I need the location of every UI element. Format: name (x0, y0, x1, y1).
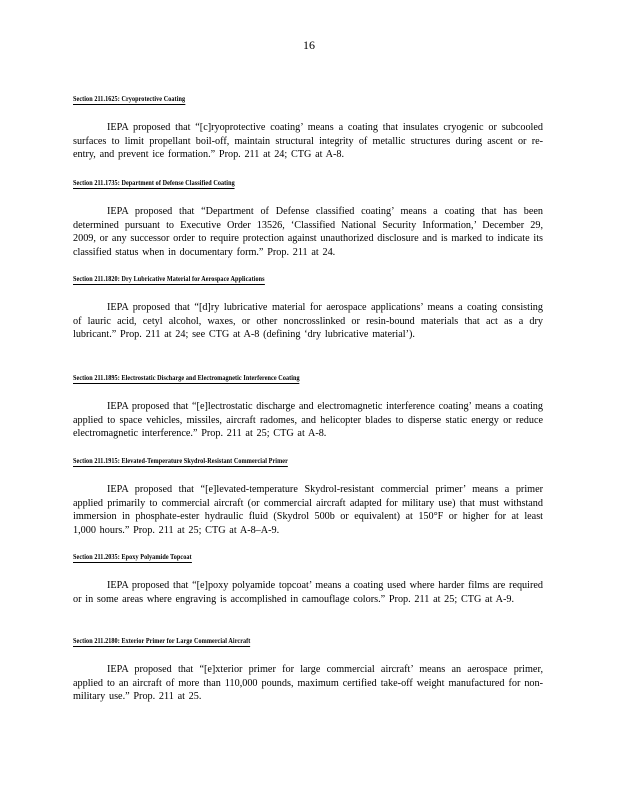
section-heading: Section 211.2035: Epoxy Polyamide Topcoat (73, 552, 192, 561)
section-211-1915 (73, 450, 543, 537)
section-heading: Section 211.1895: Electrostatic Discharge and Electromagnetic Interference Coating (73, 373, 300, 382)
section-heading: Section 211.1820: Dry Lubricative Material for Aerospace Applications (73, 274, 265, 283)
section-211-1625 (73, 88, 543, 162)
section-211-1820 (73, 268, 543, 342)
section-heading: Section 211.1915: Elevated-Temperature Skydrol-Resistant Commercial Primer (73, 456, 288, 465)
section-heading: Section 211.2180: Exterior Primer for Large Commercial Aircraft (73, 636, 251, 645)
page-number: 16 (303, 38, 315, 52)
section-paragraph: IEPA proposed that “[e]poxy polyamide topcoat’ means a coating used where harder films are required or in some areas where engraving is accomplished in camouflage colors.” Prop. 211 at 25; CTG at A-9. (73, 580, 543, 605)
section-paragraph: IEPA proposed that “[e]xterior primer for large commercial aircraft’ means an aerospace primer, applied to an aircraft of more than 110,000 pounds, maximum certified take-off weight manufactured for non-military use.” Prop. 211 at 25. (73, 664, 543, 703)
section-paragraph: IEPA proposed that “[c]ryoprotective coating’ means a coating that insulates cryogenic or subcooled surfaces to limit propellant boil-off, maintain structural integrity of metallic structures during ascent or re-entry, and prevent ice formation.” Prop. 211 at 24; CTG at A-8. (73, 122, 543, 161)
section-paragraph: IEPA proposed that “[d]ry lubricative material for aerospace applications’ means a coating consisting of lauric acid, cetyl alcohol, waxes, or other noncrosslinked or resin-bound materials that act as a dry lubricant.” Prop. 211 at 24; see CTG at A-8 (defining ‘dry lubricative material’). (73, 302, 543, 341)
section-paragraph: IEPA proposed that “[e]lectrostatic discharge and electromagnetic interference coating’ means a coating applied to space vehicles, missiles, aircraft radomes, and helicopter blades to disperse static energy or reduce electromagnetic interference.” Prop. 211 at 25; CTG at A-8. (73, 401, 543, 440)
section-211-2180 (73, 630, 543, 704)
section-211-1895 (73, 367, 543, 441)
section-211-1735 (73, 172, 543, 259)
section-heading: Section 211.1735: Department of Defense Classified Coating (73, 178, 235, 187)
section-heading: Section 211.1625: Cryoprotective Coating (73, 94, 186, 103)
section-211-2035 (73, 546, 543, 606)
section-paragraph: IEPA proposed that “Department of Defense classified coating’ means a coating that has been determined pursuant to Executive Order 13526, ‘Classified National Security Information,’ December 29, 2009, or any successor order to require protection against unauthorized disclosure and is marked to indicate its classified status when in documentary form.” Prop. 211 at 24. (73, 206, 543, 258)
section-paragraph: IEPA proposed that “[e]levated-temperature Skydrol-resistant commercial primer’ means a primer applied primarily to commercial aircraft (or commercial aircraft adapted for military use) that must withstand immersion in phosphate-ester hydraulic fluid (Skydrol 500b or equivalent) at 150°F or higher for at least 1,000 hours.” Prop. 211 at 25; CTG at A-8–A-9. (73, 484, 543, 536)
